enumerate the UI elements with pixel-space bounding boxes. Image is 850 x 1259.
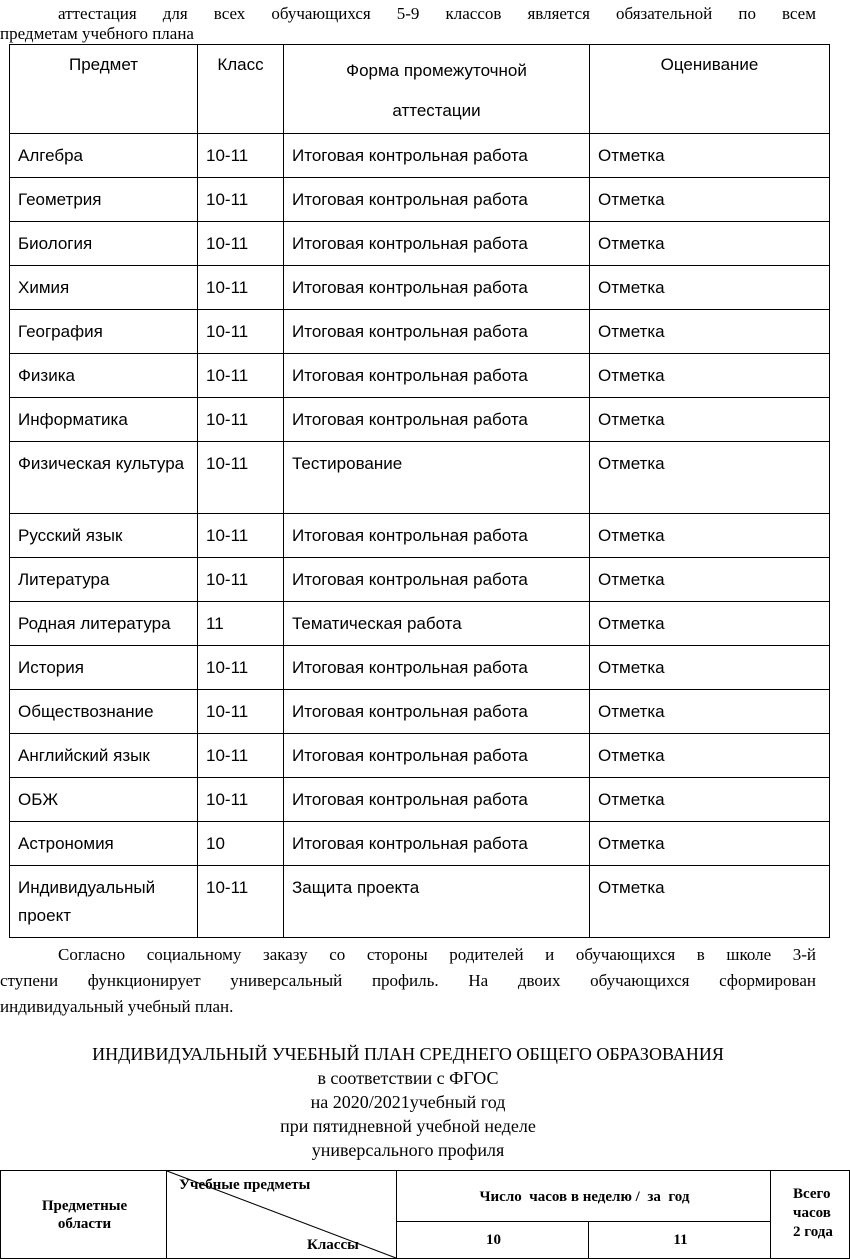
total-hours-cell bbox=[770, 1170, 850, 1259]
cell-subject: ОБЖ bbox=[10, 778, 198, 822]
classes-label: Классы bbox=[307, 1237, 359, 1253]
cell-assessment: Отметка bbox=[590, 558, 830, 602]
cell-form: Тематическая работа bbox=[284, 602, 590, 646]
cell-form: Итоговая контрольная работа bbox=[284, 690, 590, 734]
intro-text-line-2: предметам учебного плана bbox=[0, 24, 194, 43]
cell-assessment: Отметка bbox=[590, 734, 830, 778]
cell-form: Итоговая контрольная работа bbox=[284, 778, 590, 822]
plan-subtitle-year: на 2020/2021учебный год bbox=[310, 1092, 506, 1112]
cell-form: Итоговая контрольная работа bbox=[284, 514, 590, 558]
cell-assessment: Отметка bbox=[590, 222, 830, 266]
cell-form: Итоговая контрольная работа bbox=[284, 822, 590, 866]
cell-form: Тестирование bbox=[284, 442, 590, 514]
cell-subject: Индивидуальный проект bbox=[10, 866, 198, 938]
cell-subject: Химия bbox=[10, 266, 198, 310]
table-row bbox=[10, 646, 830, 690]
cell-grade: 10-11 bbox=[198, 734, 284, 778]
cell-grade: 10-11 bbox=[198, 398, 284, 442]
table-row bbox=[10, 558, 830, 602]
cell-subject: Астрономия bbox=[10, 822, 198, 866]
cell-assessment: Отметка bbox=[590, 398, 830, 442]
table-row bbox=[10, 222, 830, 266]
cell-grade: 10-11 bbox=[198, 514, 284, 558]
table-row bbox=[10, 866, 830, 938]
plan-title: ИНДИВИДУАЛЬНЫЙ УЧЕБНЫЙ ПЛАН СРЕДНЕГО ОБЩЕГО ОБРАЗОВАНИЯ bbox=[92, 1044, 724, 1064]
cell-subject: Обществознание bbox=[10, 690, 198, 734]
plan-table-header bbox=[0, 1170, 833, 1259]
cell-grade: 10-11 bbox=[198, 558, 284, 602]
hours-header-cell bbox=[396, 1170, 771, 1222]
cell-assessment: Отметка bbox=[590, 646, 830, 690]
cell-form: Итоговая контрольная работа bbox=[284, 646, 590, 690]
header-grade: Класс bbox=[198, 45, 284, 134]
cell-grade: 10-11 bbox=[198, 646, 284, 690]
intro-text-line-1: аттестация для всех обучающихся 5-9 классов является обязательной по всем bbox=[58, 4, 816, 23]
cell-assessment: Отметка bbox=[590, 690, 830, 734]
table-row bbox=[10, 178, 830, 222]
cell-grade: 10-11 bbox=[198, 866, 284, 938]
cell-subject: Алгебра bbox=[10, 134, 198, 178]
cell-grade: 10-11 bbox=[198, 310, 284, 354]
table-row bbox=[10, 310, 830, 354]
cell-form: Итоговая контрольная работа bbox=[284, 354, 590, 398]
cell-form: Итоговая контрольная работа bbox=[284, 558, 590, 602]
grade-10-label: 10 bbox=[486, 1232, 501, 1248]
total-line-3: 2 года bbox=[793, 1224, 833, 1240]
paragraph-line-1: Согласно социальному заказу со стороны родителей и обучающихся в школе 3-й bbox=[58, 945, 816, 964]
plan-subtitle-fgos: в соответствии с ФГОС bbox=[317, 1068, 499, 1088]
plan-subtitle-week: при пятидневной учебной неделе bbox=[280, 1116, 536, 1136]
header-form-line-2: аттестации bbox=[392, 101, 481, 120]
cell-grade: 10-11 bbox=[198, 178, 284, 222]
cell-subject: Физическая культура bbox=[10, 442, 198, 514]
header-form bbox=[284, 45, 590, 134]
cell-subject: Родная литература bbox=[10, 602, 198, 646]
subjects-classes-cell bbox=[166, 1170, 397, 1259]
cell-subject: Геометрия bbox=[10, 178, 198, 222]
cell-subject: Русский язык bbox=[10, 514, 198, 558]
cell-assessment: Отметка bbox=[590, 134, 830, 178]
grade-11-label: 11 bbox=[673, 1232, 688, 1248]
table-row bbox=[10, 354, 830, 398]
cell-subject: Английский язык bbox=[10, 734, 198, 778]
attestation-table-body bbox=[10, 134, 830, 938]
subjects-label: Учебные предметы bbox=[179, 1177, 311, 1193]
cell-subject: Биология bbox=[10, 222, 198, 266]
cell-assessment: Отметка bbox=[590, 778, 830, 822]
table-row bbox=[10, 822, 830, 866]
cell-form: Итоговая контрольная работа bbox=[284, 134, 590, 178]
cell-subject: Информатика bbox=[10, 398, 198, 442]
cell-grade: 11 bbox=[198, 602, 284, 646]
table-row bbox=[10, 442, 830, 514]
table-row bbox=[10, 266, 830, 310]
cell-form: Итоговая контрольная работа bbox=[284, 310, 590, 354]
cell-grade: 10-11 bbox=[198, 266, 284, 310]
cell-assessment: Отметка bbox=[590, 266, 830, 310]
table-row bbox=[10, 398, 830, 442]
cell-grade: 10-11 bbox=[198, 778, 284, 822]
cell-grade: 10 bbox=[198, 822, 284, 866]
cell-assessment: Отметка bbox=[590, 442, 830, 514]
hours-header-label: Число часов в неделю / за год bbox=[479, 1189, 690, 1205]
cell-form: Защита проекта bbox=[284, 866, 590, 938]
attestation-table-header bbox=[10, 45, 830, 134]
cell-subject: История bbox=[10, 646, 198, 690]
cell-grade: 10-11 bbox=[198, 134, 284, 178]
cell-grade: 10-11 bbox=[198, 222, 284, 266]
paragraph-line-2: ступени функционирует универсальный профиль. На двоих обучающихся сформирован bbox=[0, 971, 816, 990]
cell-form: Итоговая контрольная работа bbox=[284, 222, 590, 266]
grade-10-cell bbox=[396, 1221, 589, 1259]
cell-assessment: Отметка bbox=[590, 354, 830, 398]
cell-subject: Литература bbox=[10, 558, 198, 602]
cell-assessment: Отметка bbox=[590, 514, 830, 558]
header-form-line-1: Форма промежуточной bbox=[346, 61, 527, 80]
table-row bbox=[10, 602, 830, 646]
header-assessment: Оценивание bbox=[590, 45, 830, 134]
subject-areas-label: Предметные области bbox=[41, 1198, 128, 1232]
paragraph-line-3: индивидуальный учебный план. bbox=[0, 997, 234, 1016]
cell-assessment: Отметка bbox=[590, 310, 830, 354]
table-row bbox=[10, 778, 830, 822]
table-row bbox=[10, 514, 830, 558]
cell-grade: 10-11 bbox=[198, 690, 284, 734]
cell-form: Итоговая контрольная работа bbox=[284, 734, 590, 778]
cell-assessment: Отметка bbox=[590, 602, 830, 646]
cell-grade: 10-11 bbox=[198, 354, 284, 398]
cell-subject: Физика bbox=[10, 354, 198, 398]
cell-assessment: Отметка bbox=[590, 822, 830, 866]
cell-assessment: Отметка bbox=[590, 866, 830, 938]
header-subject: Предмет bbox=[10, 45, 198, 134]
total-hours-label bbox=[793, 1185, 833, 1242]
grade-11-cell bbox=[588, 1221, 771, 1259]
total-line-2: часов bbox=[793, 1205, 831, 1221]
cell-form: Итоговая контрольная работа bbox=[284, 266, 590, 310]
table-row bbox=[10, 134, 830, 178]
cell-subject: География bbox=[10, 310, 198, 354]
plan-subtitle-profile: универсального профиля bbox=[311, 1140, 505, 1160]
attestation-table bbox=[9, 44, 830, 938]
cell-form: Итоговая контрольная работа bbox=[284, 178, 590, 222]
cell-grade: 10-11 bbox=[198, 442, 284, 514]
cell-form: Итоговая контрольная работа bbox=[284, 398, 590, 442]
cell-assessment: Отметка bbox=[590, 178, 830, 222]
table-row bbox=[10, 734, 830, 778]
total-line-1: Всего bbox=[793, 1186, 831, 1202]
subject-areas-cell bbox=[0, 1170, 167, 1259]
table-row bbox=[10, 690, 830, 734]
